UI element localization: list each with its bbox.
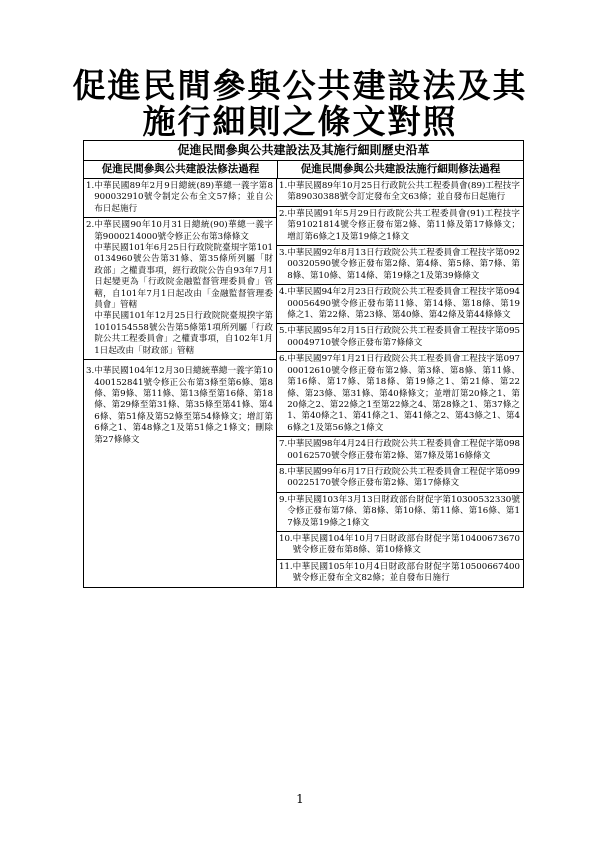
entry-text: 中華民國97年1月21日行政院公共工程委員會工程技字第09700012610號令修正發布第2條、第3條、第8條、第11條、第16條、第17條、第18條、第19條之1、第21條、第22條、第23條、第31條、第40條條文；並增訂第20條之1、第20條之2、第22條之1至第22條之4、第28條之1、第37條之1、第40條之1、第41條之1、第41條之2、第43條之1、第46條之1及第56條之1條文	[287, 354, 521, 433]
regulation-entry-4	[277, 285, 523, 324]
right-column-header: 促進民間參與公共建設法施行細則修法過程	[300, 163, 501, 175]
document-title-line-1: 促進民間參與公共建設法及其	[72, 66, 528, 105]
document-title-line-2: 施行細則之條文對照	[142, 102, 458, 141]
regulation-entry-9	[277, 493, 523, 532]
regulation-entry-6	[277, 352, 523, 437]
entry-text: 中華民國104年10月7日財政部台財促字第10400673670號令修正發布第8條、第10條條文	[292, 533, 520, 556]
regulation-entry-11	[277, 560, 523, 587]
regulation-entry-5	[277, 324, 523, 352]
entry-text: 中華民國95年2月15日行政院公共工程委員會工程技字第09500049710號令修正發布第7條條文	[287, 326, 521, 348]
regulation-amendments-column	[277, 179, 523, 587]
entry-text: 中華民國104年12月30日總統華總一義字第10400152841號令修正公布第3條至第6條、第8條、第9條、第11條、第13條至第16條、第18條、第29條至第31條、第35條至第41條、第46條、第51條及第52條至第54條條文；增訂第6條之1、第48條之1及第51條之1條文；刪除第27條條文	[94, 366, 273, 445]
regulation-entry-10	[277, 532, 523, 560]
entry-text: 中華民國89年2月9日總統(89)華總一義字第8900032910號令制定公布全文57條；並自公布日起施行	[94, 181, 273, 214]
table-caption: 促進民間參與公共建設法及其施行細則歷史沿革	[84, 141, 523, 161]
entry-text: 中華民國90年10月31日總統(90)華總一義字第9000214000號令修正公布第3條條文 中華民國101年6月25日行政院院臺規字第1010134960號公告第31條、第35條所列屬「財政部」之權責事項，經行政院公告自93年7月1日起變更為「行政院金融監督管理委員會」管轄，自101年7月1日起改由「金融監督管理委員會」管轄 中華民國101年12月25日行政院院臺規揆字第1010154558號公告第5條第1項所列屬「行政院公共工程委員會」之權責事項，自102年1月1日起改由「財政部」管轄	[94, 220, 273, 356]
law-entry-1	[84, 179, 276, 218]
entry-number: 7.	[279, 439, 288, 450]
entry-number: 10.	[279, 533, 293, 544]
entry-number: 1.	[86, 181, 95, 191]
entry-number: 6.	[279, 354, 288, 365]
column-header-row	[84, 161, 523, 179]
entry-text: 中華民國94年2月23日行政院公共工程委員會工程技字第09400056490號令修正發布第11條、第14條、第18條、第19條之1、第22條、第23條、第40條、第42條及第44條條文	[287, 287, 521, 321]
entry-number: 5.	[279, 326, 288, 337]
page-number: 1	[296, 792, 304, 806]
regulation-entry-7	[277, 437, 523, 465]
regulation-entry-1	[277, 179, 523, 207]
entry-text: 中華民國99年6月17日行政院公共工程委員會工程促字第09900225170號令修正發布第2條、第17條條文	[287, 466, 521, 489]
entry-number: 8.	[279, 466, 288, 477]
entry-number: 2.	[279, 208, 288, 219]
left-column-header: 促進民間參與公共建設法修法過程	[84, 161, 278, 178]
entry-number: 4.	[279, 287, 288, 298]
entry-number: 9.	[279, 494, 288, 505]
entry-number: 1.	[279, 181, 288, 191]
entry-text: 中華民國98年4月24日行政院公共工程委員會工程促字第09800162570號令修正發布第2條、第7條及第16條條文	[287, 439, 521, 461]
history-table	[83, 140, 524, 588]
entry-number: 11.	[279, 561, 293, 572]
law-entry-2	[84, 218, 276, 360]
table-body	[84, 179, 523, 587]
entry-number: 3.	[279, 248, 288, 259]
regulation-entry-2	[277, 207, 523, 246]
regulation-entry-3	[277, 246, 523, 285]
entry-text: 中華民國89年10月25日行政院公共工程委員會(89)工程技字第89030388號令訂定發布全文63條；並自發布日起施行	[287, 181, 520, 203]
regulation-entry-8	[277, 465, 523, 493]
entry-text: 中華民國103年3月13日財政部台財促字第10300532330號令修正發布第7條、第8條、第10條、第11條、第16條、第17條及第19條之1條文	[287, 494, 520, 528]
entry-text: 中華民國91年5月29日行政院公共工程委員會(91)工程技字第91021814號令修正發布第2條、第11條及第17條條文；增訂第6條之1及第19條之1條文	[287, 208, 520, 242]
entry-text: 中華民國105年10月4日財政部台財促字第10500667400號令修正發布全文82條；並自發布日施行	[292, 561, 520, 584]
entry-text: 中華民國92年8月13日行政院公共工程委員會工程技字第09200320590號令修正發布第2條、第4條、第5條、第7條、第8條、第10條、第14條、第19條之1及第39條條文	[287, 248, 521, 281]
law-entry-3	[84, 360, 276, 448]
entry-number: 3.	[86, 366, 95, 377]
law-amendments-column	[84, 179, 277, 587]
entry-number: 2.	[86, 220, 95, 231]
